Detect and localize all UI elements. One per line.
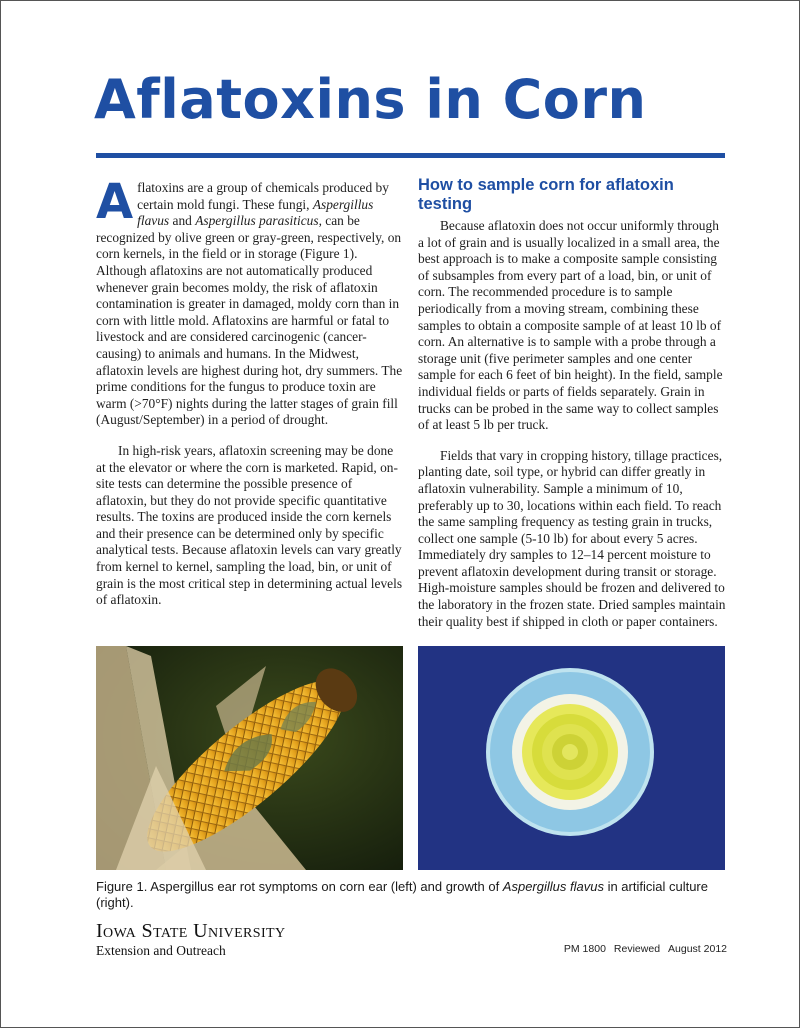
intro-text-a: flatoxins are a group of chemicals produced by certain mold fungi. These fungi, bbox=[137, 180, 389, 212]
sampling-column bbox=[418, 176, 727, 630]
corn-ear-photo bbox=[96, 646, 403, 870]
figure-caption bbox=[96, 879, 736, 911]
pub-date: August 2012 bbox=[668, 943, 727, 955]
species-name-1: Aspergillus flavus bbox=[137, 196, 374, 229]
species-name-2: Aspergillus parasiticus bbox=[195, 213, 319, 229]
drop-cap: A bbox=[96, 174, 134, 230]
intro-paragraph-1 bbox=[96, 174, 403, 429]
petri-dish-culture-photo bbox=[418, 646, 725, 870]
caption-text-b: in artificial culture (right). bbox=[96, 879, 708, 910]
intro-paragraph-2: In high-risk years, aflatoxin screening may be done at the elevator or where the corn is marketed. Rapid, on-site tests can determine the possible presence of aflatoxin, but they do not provide specific quantitative results. The toxins are produced inside the corn kernels and their presence can be determined only by specific analytical tests. Because aflatoxin levels can vary greatly from kernel to kernel, sampling the load, bin, or unit of grain is the most critical step in determining actual levels of aflatoxin. bbox=[96, 442, 403, 608]
caption-text-a: Figure 1. Aspergillus ear rot symptoms on corn ear (left) and growth of bbox=[96, 879, 503, 894]
intro-column bbox=[96, 174, 403, 609]
pub-number: PM 1800 bbox=[563, 943, 606, 955]
intro-text-c: , can be recognized by olive green or gray-green, respectively, on corn kernels, in the field or in storage (Figure 1). Although aflatoxins are not automatically produced whenever grain becomes moldy, the risk of aflatoxin contamination is greater in damaged, moldy corn than in corn with little mold. Aflatoxins are harmful or fatal to livestock and are considered carcinogenic (cancer-causing) to animals and humans. In the Midwest, aflatoxin levels are highest during hot, dry summers. The prime conditions for the fungus to produce toxin are warm (>70°F) nights during the latter stages of grain fill (August/September) in a period of drought. bbox=[96, 213, 403, 428]
caption-species: Aspergillus flavus bbox=[502, 879, 604, 894]
petri-dish-illustration bbox=[418, 646, 725, 870]
sampling-paragraph-1: Because aflatoxin does not occur uniformly through a lot of grain and is usually localized in a small area, the best approach is to make a composite sample consisting of subsamples from every part of a load, bin, or unit of corn. The recommended procedure is to sample periodically from a moving stream, combining these samples to obtain a composite sample of at least 10 lb of corn. An alternative is to sample with a probe through a storage unit (five perimeter samples and one center sample for each 6 feet of bin height). In the field, sample individual fields or parts of fields separately. Grain in trucks can be probed in the same way to collect samples of at least 5 lb per truck. bbox=[418, 218, 723, 433]
sampling-heading: How to sample corn for aflatoxin testing bbox=[418, 176, 674, 213]
pub-status: Reviewed bbox=[613, 943, 661, 955]
corn-ear-illustration bbox=[96, 646, 403, 870]
publication-info bbox=[564, 943, 727, 955]
sampling-paragraph-2: Fields that vary in cropping history, tillage practices, planting date, soil type, or hybrid can differ greatly in aflatoxin vulnerability. Sample a minimum of 10, preferably up to 30, locations within each field. To reach the same sampling frequency as testing grain in trucks, collect one sample (5-10 lb) for about every 5 acres. Immediately dry samples to 12–14 percent moisture to prevent aflatoxin development during transit or storage. High-moisture samples should be frozen and delivered to the laboratory in the frozen state. Dried samples maintain their quality best if shipped in cloth or paper containers. bbox=[418, 447, 726, 629]
university-logo bbox=[96, 920, 286, 959]
extension-unit: Extension and Outreach bbox=[96, 943, 226, 958]
university-name: Iowa State University bbox=[96, 920, 286, 942]
title-rule bbox=[96, 153, 725, 158]
page-title: Aflatoxins in Corn bbox=[94, 68, 647, 131]
intro-text-b: and bbox=[169, 213, 196, 229]
